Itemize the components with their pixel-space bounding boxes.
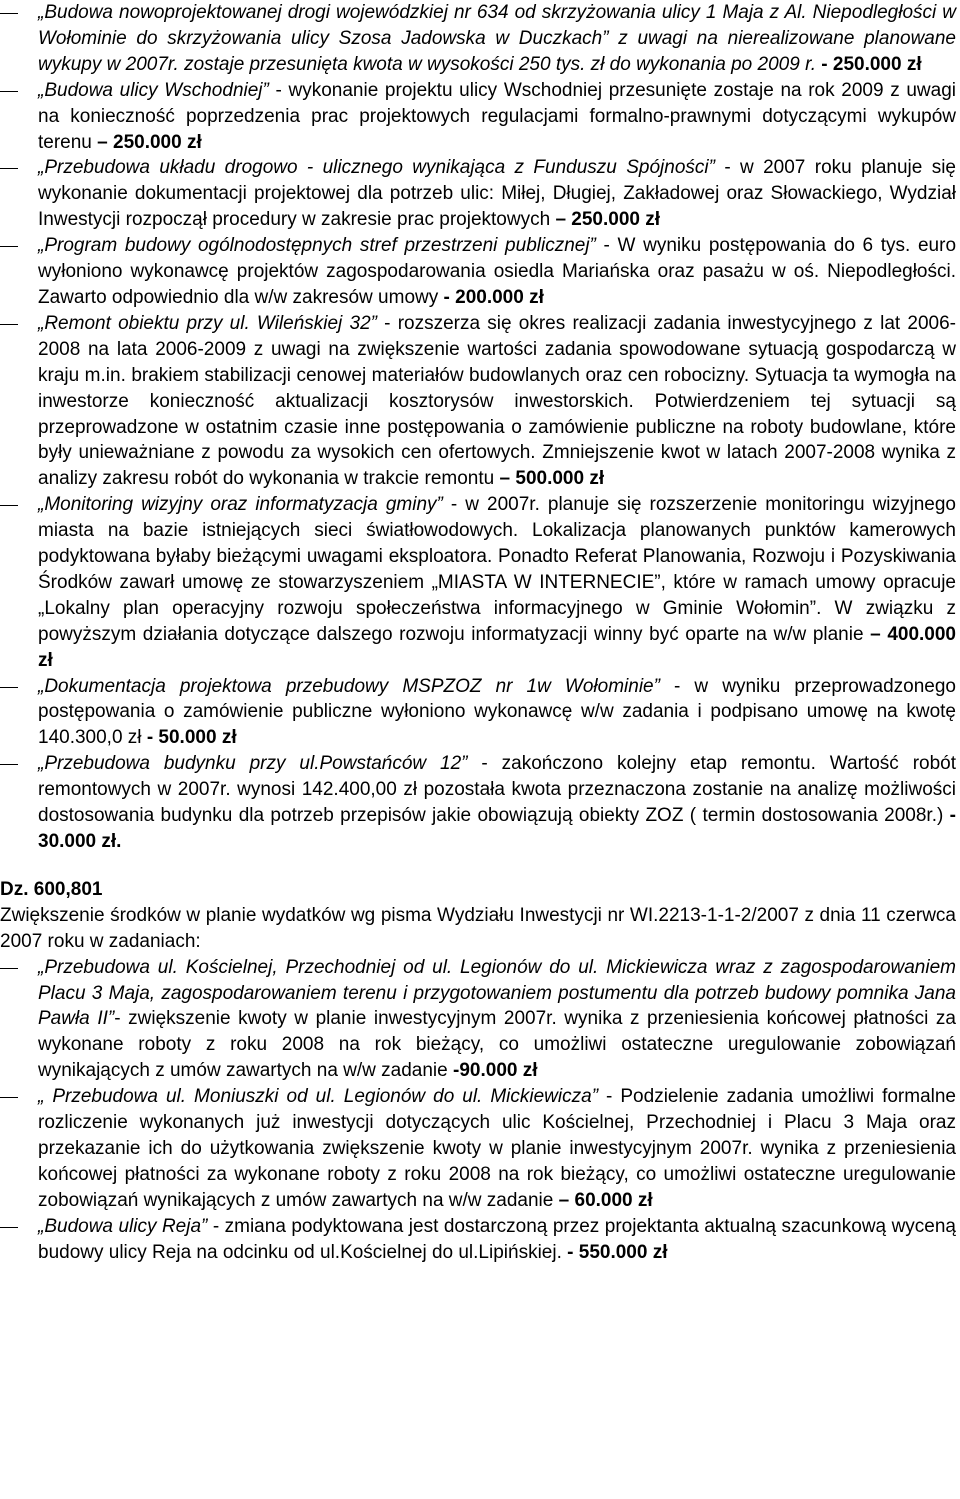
list-item xyxy=(0,311,956,492)
amount-dash: – xyxy=(499,468,516,490)
task-amount: 30.000 zł. xyxy=(38,831,122,852)
task-description: - Podzielenie zadania umożliwi formalne rozliczenie wykonanych już inwestycji dotyczących ulic Kościelnej, Przechodniej i Placu 3 Maja oraz przekazanie ich do użytkowania zwiększenie kwoty w planie inwestycyjnym 2007r. wynika z przeniesienia końcowej płatności za wykonane roboty z roku 2008 na rok bieżący, co umożliwi ostateczne uregulowanie zobowiązań wynikających z umów zawartych na w/w zadanie xyxy=(38,1086,956,1211)
task-amount: 250.000 zł xyxy=(571,209,661,231)
list-item xyxy=(0,955,956,1085)
list-item xyxy=(0,155,956,233)
task-description: - w 2007r. planuje się rozszerzenie monitoringu wizyjnego miasta na bazie istniejących sieci światłowodowych. Lokalizacja planowanych punktów kamerowych podyktowana byłaby bieżącymi uwagami eksploatora. Ponadto Referat Planowania, Rozwoju i Pozyskiwania Środków zawarł umowę ze stowarzyszeniem „MIASTA W INTERNECIE”, które w ramach umowy opracuje „Lokalny plan operacyjny rozwoju społeczeństwa informacyjnego w Gminie Wołomin”. W związku z powyższym działania dotyczące dalszego rozwoju informatyzacji winny być oparte na w/w planie xyxy=(38,494,957,645)
list-item xyxy=(0,0,956,78)
task-description: - zmiana podyktowana jest dostarczoną przez projektanta aktualną szacunkową wyceną budowy ulicy Reja na odcinku od ul.Kościelnej do ul.Lipińskiej. xyxy=(38,1215,956,1263)
task-description: - W wyniku postępowania do 6 tys. euro wyłoniono wykonawcę projektów zagospodarowania osiedla Mariańska oraz pasażu w oś. Niepodległości. Zawarto odpowiednio dla w/w zakresów umowy xyxy=(38,235,957,308)
amount-dash: – xyxy=(558,1189,575,1211)
task-title: „Budowa nowoprojektowanej drogi wojewódzkiej nr 634 od skrzyżowania ulicy 1 Maja z Al. Niepodległości w Wołominie do skrzyżowania ulicy Szosa Jadowska w Duczkach” z uwagi na nierealizowane planowane wykupy w 2007r. zostaje przesunięta kwota w wysokości 250 tys. zł do wykonania po 2009 r. xyxy=(38,2,956,75)
amount-dash: - xyxy=(567,1241,579,1263)
task-description: - zwiększenie kwoty w planie inwestycyjnym 2007r. wynika z przeniesienia końcowej płatności za wykonane roboty z roku 2008 na rok bieżący, co umożliwi ostateczne uregulowanie zobowiązań wynikających z umów zawartych na w/w zadanie xyxy=(38,1008,956,1082)
task-title: „Monitoring wizyjny oraz informatyzacja gminy” xyxy=(38,494,443,516)
amount-dash: - xyxy=(443,286,456,308)
amount-dash: - xyxy=(949,805,956,827)
task-amount: 50.000 zł xyxy=(158,727,237,749)
task-amount: 60.000 zł xyxy=(574,1189,653,1211)
task-amount: 90.000 zł xyxy=(459,1060,538,1082)
list-item xyxy=(0,233,956,311)
amount-dash: – xyxy=(555,209,572,231)
task-amount: 400.000 zł xyxy=(38,623,956,671)
task-amount: 250.000 zł xyxy=(113,131,202,153)
task-title: „Remont obiektu przy ul. Wileńskiej 32” xyxy=(38,312,377,334)
task-description: - rozszerza się okres realizacji zadania inwestycyjnego z lat 2006-2008 na lata 2006-2009 z uwagi na zwiększenie wartości zadania spowodowane sytuacją gospodarczą w kraju m.in. brakiem stabilizacji cenowej materiałów budowlanych oraz cen robocizny. Sytuacja ta wymogła na inwestorze konieczność aktualizacji kosztorysów inwestorskich. Potwierdzeniem tej sytuacji są przeprowadzone w ostatnim czasie inne postępowania o zamówienie publiczne na roboty budowlane, które były unieważniane z powodu za wysokich cen ofertowych. Zmniejszenie kwot w latach 2007-2008 wynika z analizy zakresu robót do wykonania w trakcie remontu xyxy=(38,312,956,490)
task-amount: 250.000 zł xyxy=(832,53,922,75)
task-amount: 550.000 zł xyxy=(578,1241,668,1263)
task-title: „Program budowy ogólnodostępnych stref przestrzeni publicznej” xyxy=(38,235,596,257)
list-item xyxy=(0,492,956,673)
task-description: - w wyniku przeprowadzonego postępowania o zamówienie publiczne wyłoniono wykonawcę w/w zadania i podpisano umowę na kwotę 140.300,0 zł xyxy=(38,675,956,749)
section-intro: Zwiększenie środków w planie wydatków wg pisma Wydziału Inwestycji nr WI.2213-1-1-2/2007 z dnia 11 czerwca 2007 roku w zadaniach: xyxy=(0,904,956,952)
task-description: - zakończono kolejny etap remontu. Wartość robót remontowych w 2007r. wynosi 142.400,00 zł pozostała kwota przeznaczona zostanie na analizę możliwości dostosowania budynku dla potrzeb przepisów jakie obowiązują obiekty ZOZ ( termin dostosowania 2008r.) xyxy=(38,753,956,827)
task-title: „Dokumentacja projektowa przebudowy MSPZOZ nr 1w Wołominie” xyxy=(38,675,660,697)
task-description: - w 2007 roku planuje się wykonanie dokumentacji projektowej dla potrzeb ulic: Miłej, Długiej, Zakładowej oraz Słowackiego, Wydział Inwestycji rozpoczął procedury w zakresie prac projektowych xyxy=(38,157,956,231)
task-list-bottom xyxy=(0,955,956,1266)
section-block xyxy=(0,877,956,955)
task-amount: 500.000 zł xyxy=(515,468,605,490)
amount-dash: - xyxy=(453,1060,460,1082)
task-title: „Budowa ulicy Reja” xyxy=(38,1215,208,1237)
task-title: „ Przebudowa ul. Moniuszki od ul. Legionów do ul. Mickiewicza” xyxy=(38,1086,599,1108)
list-item xyxy=(0,1084,956,1214)
task-title: „Budowa ulicy Wschodniej” xyxy=(38,79,269,101)
task-title: „Przebudowa budynku przy ul.Powstańców 12” xyxy=(38,753,468,775)
amount-dash: – xyxy=(97,131,114,153)
list-item xyxy=(0,1214,956,1266)
task-amount: 200.000 zł xyxy=(455,286,544,308)
section-title: Dz. 600,801 xyxy=(0,878,103,900)
amount-dash: - xyxy=(815,53,833,75)
task-title: „Przebudowa układu drogowo - ulicznego wynikająca z Funduszu Spójności” xyxy=(38,157,715,179)
task-description: - wykonanie projektu ulicy Wschodniej przesunięte zostaje na rok 2009 z uwagi na konieczność poprzedzenia prac projektowych regulacjami formalno-prawnymi dotyczącymi wykupów terenu xyxy=(38,79,957,153)
list-item xyxy=(0,751,956,855)
amount-dash: - xyxy=(146,727,159,749)
list-item xyxy=(0,674,956,752)
task-title: „Przebudowa ul. Kościelnej, Przechodniej od ul. Legionów do ul. Mickiewicza wraz z zagospodarowaniem Placu 3 Maja, zagospodarowaniem terenu i przygotowaniem postumentu dla potrzeb budowy pomnika Jana Pawła II” xyxy=(38,956,956,1030)
amount-dash: – xyxy=(870,623,888,645)
list-item xyxy=(0,78,956,156)
